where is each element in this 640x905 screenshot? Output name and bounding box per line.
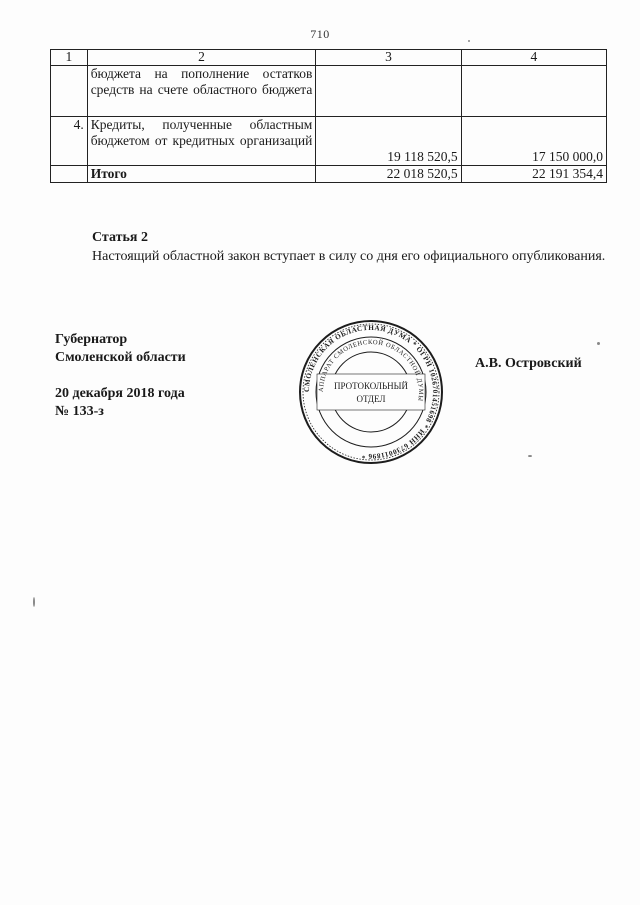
table-total-row: [51, 166, 607, 183]
header-col-2: 2: [87, 50, 316, 66]
table-row: [51, 66, 607, 117]
article-title: Статья 2: [92, 230, 148, 245]
header-col-3: 3: [316, 50, 461, 66]
table-header-row: [51, 50, 607, 66]
header-col-1: 1: [51, 50, 88, 66]
seal-inner-text: АППАРАТ СМОЛЕНСКОЙ ОБЛАСТНОЙ ДУМЫ: [317, 338, 425, 402]
governor-title: [55, 331, 186, 367]
signer-name: А.В. Островский: [475, 356, 582, 371]
official-seal-stamp: [297, 318, 445, 466]
scan-speck: [597, 342, 600, 345]
row-number: [51, 66, 88, 117]
row-value-2019: [461, 66, 606, 117]
page-number: 710: [310, 27, 330, 41]
seal-center-line1: ПРОТОКОЛЬНЫЙ: [334, 381, 408, 391]
law-date-block: [55, 385, 185, 421]
scan-speck: [528, 455, 532, 457]
row-name: бюджета на пополнение остатков средств на счете областного бюджета: [87, 66, 316, 117]
seal-ring-text: СМОЛЕНСКАЯ ОБЛАСТНАЯ ДУМА * ОГРН 1026701451698 * ИНН 6730011896 *: [302, 323, 440, 461]
scan-speck: [33, 597, 35, 607]
row-value-2019: 17 150 000,0: [461, 117, 606, 166]
governor-region: Смоленской области: [55, 350, 186, 365]
law-date: 20 декабря 2018 года: [55, 386, 185, 401]
total-value-2019: 22 191 354,4: [461, 166, 606, 183]
article-text: Настоящий областной закон вступает в силу со дня его официального опубликования.: [92, 249, 606, 264]
total-number: [51, 166, 88, 183]
scan-speck: [468, 40, 470, 42]
budget-table: [50, 49, 607, 183]
row-name: Кредиты, полученные областным бюджетом от кредитных организаций: [87, 117, 316, 166]
governor-position: Губернатор: [55, 332, 128, 347]
total-value-2018: 22 018 520,5: [316, 166, 461, 183]
row-value-2018: 19 118 520,5: [316, 117, 461, 166]
table-row: [51, 117, 607, 166]
header-col-4: 4: [461, 50, 606, 66]
total-label: Итого: [87, 166, 316, 183]
row-value-2018: [316, 66, 461, 117]
seal-center-line2: ОТДЕЛ: [356, 394, 386, 404]
row-number: 4.: [51, 117, 88, 166]
law-number: № 133-з: [55, 404, 104, 419]
